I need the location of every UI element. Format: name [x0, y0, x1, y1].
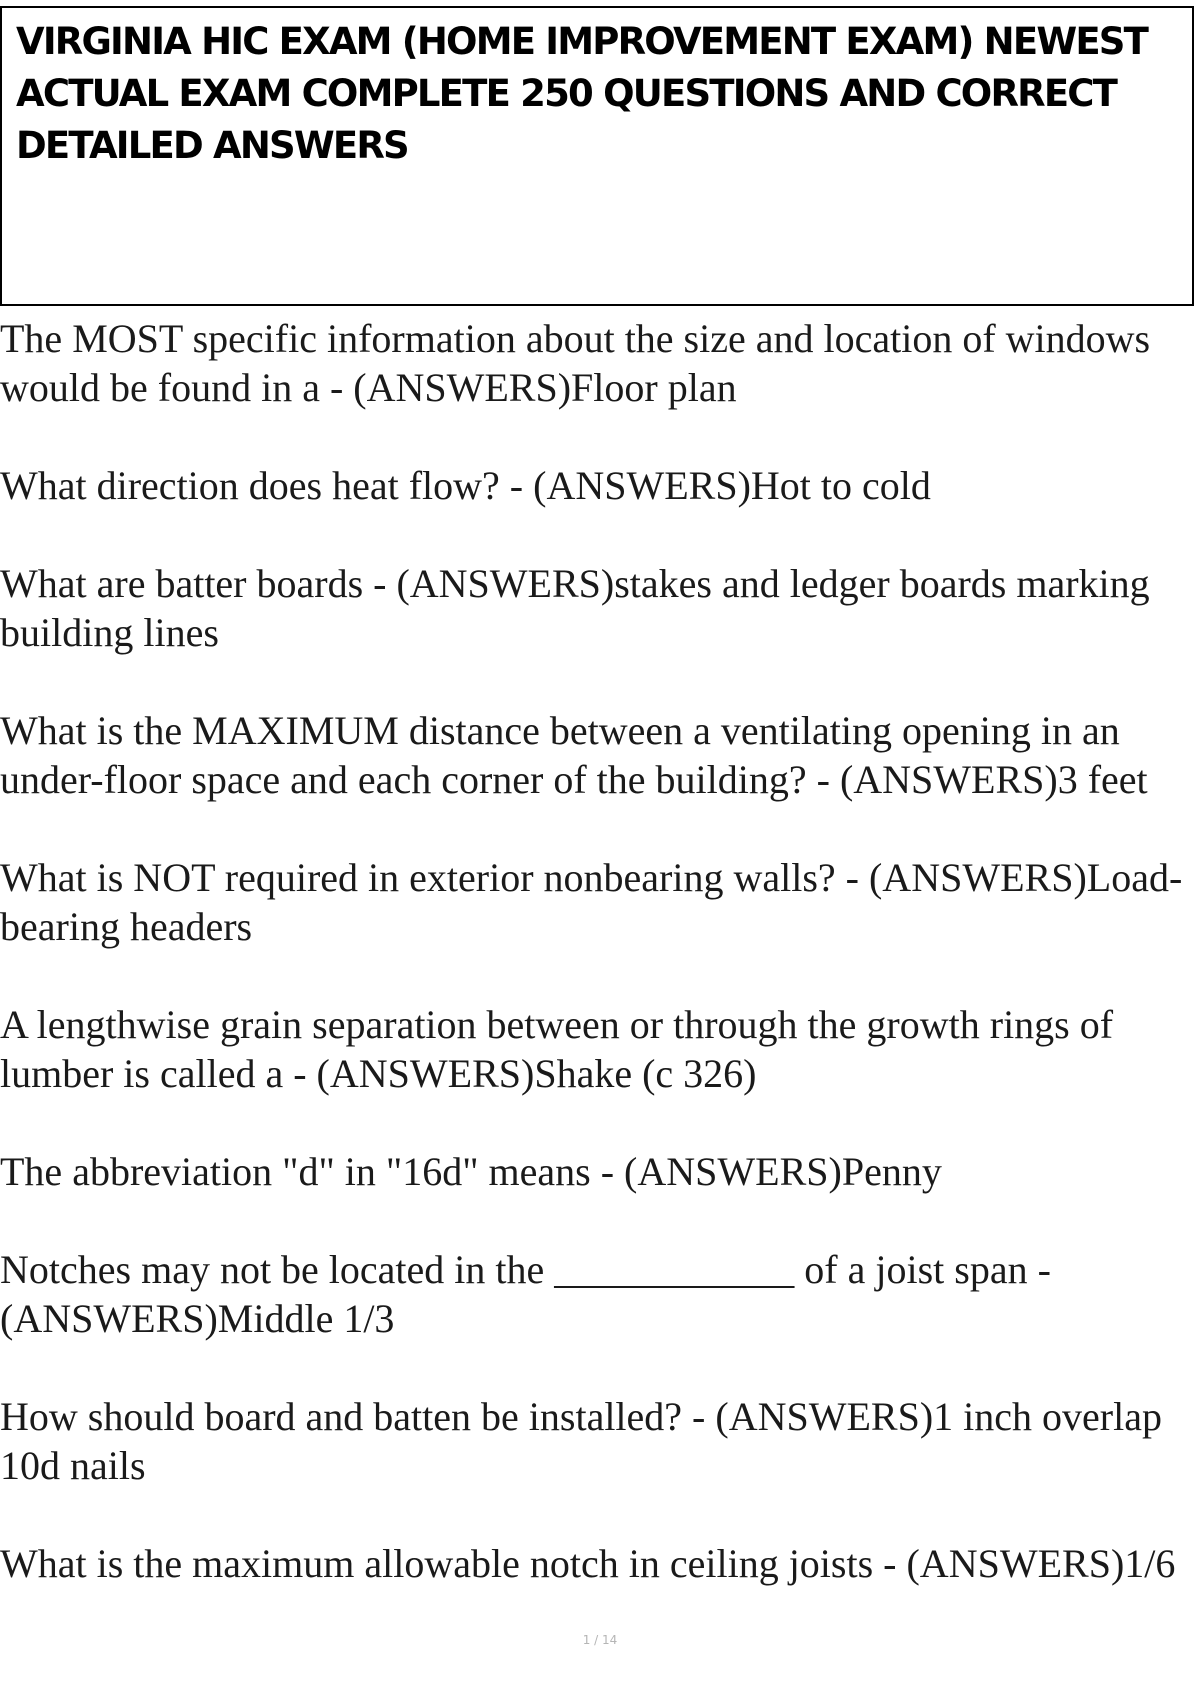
qa-item: Notches may not be located in the ____________ of a joist span - (ANSWERS)Middle 1/3 — [0, 1247, 1051, 1341]
qa-item: The abbreviation "d" in "16d" means - (ANSWERS)Penny — [0, 1149, 942, 1194]
document-title-box — [0, 6, 1194, 306]
qa-item: The MOST specific information about the size and location of windows would be found in a - (ANSWERS)Floor plan — [0, 316, 1151, 410]
qa-item: How should board and batten be installed? - (ANSWERS)1 inch overlap 10d nails — [0, 1394, 1162, 1488]
page-number-indicator: 1 / 14 — [582, 1633, 618, 1647]
qa-item: What are batter boards - (ANSWERS)stakes and ledger boards marking building lines — [0, 561, 1150, 655]
qa-item: A lengthwise grain separation between or through the growth rings of lumber is called a - (ANSWERS)Shake (c 326) — [0, 1002, 1114, 1096]
question-answer-list — [0, 314, 1192, 1637]
qa-item: What is the MAXIMUM distance between a ventilating opening in an under-floor space and each corner of the building? - (ANSWERS)3 feet — [0, 708, 1148, 802]
document-title: VIRGINIA HIC EXAM (HOME IMPROVEMENT EXAM) NEWEST ACTUAL EXAM COMPLETE 250 QUESTIONS AND CORRECT DETAILED ANSWERS — [16, 20, 1148, 167]
qa-item: What is NOT required in exterior nonbearing walls? - (ANSWERS)Load-bearing headers — [0, 855, 1183, 949]
qa-item: What is the maximum allowable notch in ceiling joists - (ANSWERS)1/6 — [0, 1541, 1176, 1586]
qa-item: What direction does heat flow? - (ANSWERS)Hot to cold — [0, 463, 931, 508]
